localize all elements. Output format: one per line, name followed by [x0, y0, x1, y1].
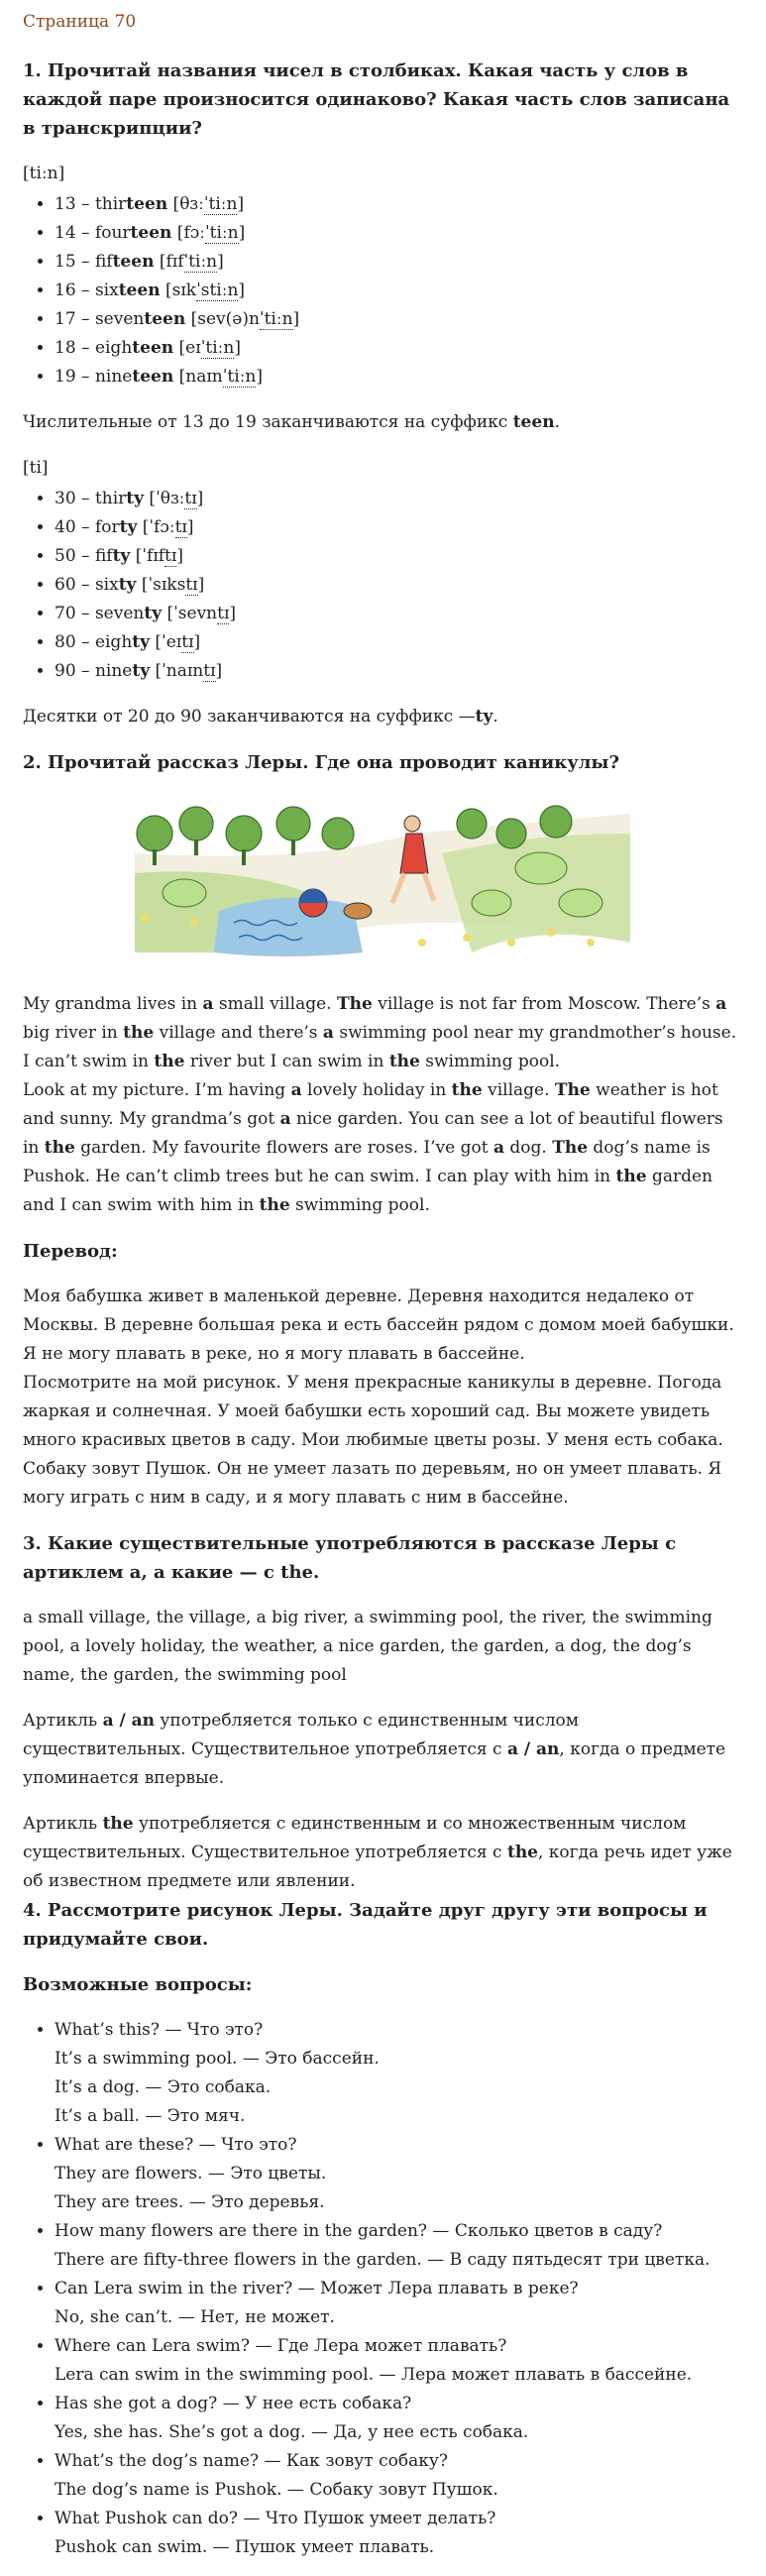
transcription: [ˈsevn: [162, 604, 218, 623]
transcription: ]: [229, 604, 237, 623]
article-bold: a / an: [506, 1739, 560, 1759]
teen-number-item: [55, 219, 744, 248]
text-run: dog.: [503, 1138, 553, 1158]
transcription-stress: tɪ: [181, 632, 194, 652]
number-word: 15 – fif: [55, 252, 113, 272]
number-word: 14 – four: [55, 223, 131, 243]
transcription: ]: [217, 252, 224, 272]
suffix-bold: ty: [144, 604, 163, 623]
number-word: 40 – for: [55, 517, 120, 537]
article-bold: a: [202, 994, 214, 1014]
ty-number-item: [55, 628, 744, 657]
transcription-stress: ˈtiːn: [200, 338, 235, 358]
suffix-bold: teen: [132, 338, 174, 358]
number-word: 50 – fif: [55, 546, 113, 566]
transcription: ]: [215, 661, 223, 681]
text-run: river but I can swim in: [184, 1052, 389, 1071]
text-run: lovely holiday in: [301, 1080, 452, 1100]
teen-number-item: [55, 305, 744, 334]
text-run: употребляется только с единственным числом существительных. Существительное употребляется с: [23, 1711, 580, 1759]
girl-head: [404, 816, 420, 832]
ty-number-item: [55, 542, 744, 571]
suffix-bold: ty: [132, 632, 151, 652]
text-run: weather is hot and sunny. My grandma’s got: [23, 1080, 718, 1129]
answer-text: No, she can’t. — Нет, не может.: [55, 2307, 335, 2327]
answer-text: It’s a dog. — Это собака.: [55, 2077, 272, 2097]
transcription: [eɪ: [173, 338, 201, 358]
article-bold: a: [715, 994, 727, 1014]
transcription-stress: ˈtiːn: [204, 223, 239, 243]
text-run: swimming pool.: [419, 1052, 561, 1071]
answer-text: It’s a ball. — Это мяч.: [55, 2106, 246, 2126]
suffix-bold: ty: [126, 489, 145, 508]
article-bold: the: [259, 1195, 290, 1215]
dog: [344, 903, 372, 919]
text-run: My grandma lives in: [23, 994, 203, 1014]
article-bold: a / an: [102, 1711, 156, 1731]
suffix-bold: teen: [144, 309, 186, 329]
text-run: nice garden. You can see a lot of beautiful flowers in: [23, 1109, 723, 1158]
teen-number-item: [55, 248, 744, 277]
transcription: [ˈθɜː: [144, 489, 185, 508]
article-bold: the: [615, 1167, 647, 1186]
transcription: [fɔː: [171, 223, 205, 243]
question-text: What are these? — Что это?: [55, 2135, 297, 2155]
possible-questions-title: Возможные вопросы:: [23, 1974, 253, 1995]
text-run: big river in: [23, 1023, 124, 1043]
ty-number-item: [55, 657, 744, 686]
note-text: .: [554, 412, 560, 432]
text-run: garden and I can swim with him in: [23, 1167, 713, 1215]
article-bold: The: [552, 1138, 589, 1158]
answer-text: There are fifty-three flowers in the garden. — В саду пятьдесят три цветка.: [55, 2250, 711, 2270]
page-header: Страница 70: [23, 12, 137, 32]
suffix-bold: teen: [118, 280, 161, 300]
transcription: ]: [256, 367, 263, 387]
question-item: [55, 2332, 744, 2390]
text-run: , когда речь идет уже об известном предмете или явлении.: [23, 1843, 732, 1891]
transcription: [ˈfɪf: [130, 546, 165, 566]
transcription: [ˈeɪ: [150, 632, 182, 652]
transcription: ]: [292, 309, 300, 329]
article-bold: the: [123, 1023, 155, 1043]
exercise-2-title: 2. Прочитай рассказ Леры. Где она проводит каникулы?: [23, 752, 620, 773]
article-bold: a: [322, 1023, 334, 1043]
ty-suffix-note: [23, 703, 744, 731]
answer-text: The dog’s name is Pushok. — Собаку зовут Пушок.: [55, 2480, 498, 2500]
teen-number-item: [55, 363, 744, 392]
number-word: 90 – nine: [55, 661, 133, 681]
article-bold: a: [492, 1138, 504, 1158]
number-word: 60 – six: [55, 575, 119, 595]
article-bold: a: [279, 1109, 291, 1129]
text-run: swimming pool.: [289, 1195, 430, 1215]
transcription: ]: [196, 489, 204, 508]
note-text: .: [492, 707, 498, 727]
answer-text: Yes, she has. She’s got a dog. — Да, у нее есть собака.: [55, 2422, 529, 2442]
teen-number-item: [55, 190, 744, 219]
question-text: Can Lera swim in the river? — Может Лера плавать в реке?: [55, 2279, 579, 2298]
rule-the: [23, 1810, 744, 1896]
text-run: village.: [482, 1080, 555, 1100]
translation-paragraph-2: Посмотрите на мой рисунок. У меня прекрасные каникулы в деревне. Погода жаркая и солнечная. У моей бабушки есть хороший сад. Вы можете увидеть много красивых цветов в саду. Мои любимые цветы розы. У меня есть собака. Собаку зовут Пушок. Он не умеет лазать по деревьям, но он умеет плавать. Я могу играть с ним в саду, и я могу плавать с ним в бассейне.: [23, 1373, 723, 1508]
number-word: 17 – seven: [55, 309, 145, 329]
transcription-stress: tɪ: [184, 489, 197, 508]
text-run: village and there’s: [154, 1023, 323, 1043]
ty-numbers-list: [23, 485, 744, 686]
transcription: [ˈsɪks: [136, 575, 186, 595]
pool-water: [214, 898, 363, 956]
transcription-stress: tɪ: [185, 575, 198, 595]
suffix-bold: ty: [132, 661, 151, 681]
question-text: Has she got a dog? — У нее есть собака?: [55, 2394, 412, 2413]
transcription: ]: [186, 517, 194, 537]
question-item: [55, 2275, 744, 2332]
number-word: 16 – six: [55, 280, 119, 300]
transcription-stress: tɪ: [174, 517, 187, 537]
article-bold: the: [44, 1138, 75, 1158]
transcription-stress: ˈtiːn: [259, 309, 293, 329]
suffix-bold: ty: [119, 517, 138, 537]
story-paragraph-1: [23, 990, 744, 1076]
article-bold: The: [337, 994, 373, 1014]
article-bold: a: [290, 1080, 302, 1100]
article-bold: the: [451, 1080, 483, 1100]
number-word: 80 – eigh: [55, 632, 133, 652]
number-word: 13 – thir: [55, 194, 127, 214]
note-text: Десятки от 20 до 90 заканчиваются на суффикс —: [23, 707, 476, 727]
answer-text: Pushok can swim. — Пушок умеет плавать.: [55, 2537, 435, 2557]
article-bold: The: [554, 1080, 591, 1100]
transcription: [naɪn: [173, 367, 223, 387]
transcription-stress: ˈstiːn: [196, 280, 239, 300]
ty-transcription-label: [ti]: [23, 458, 49, 478]
answer-text: They are flowers. — Это цветы.: [55, 2164, 327, 2184]
questions-list: [23, 2016, 744, 2562]
question-item: [55, 2131, 744, 2217]
rule-a-an: [23, 1707, 744, 1793]
transcription: ]: [197, 575, 205, 595]
transcription: ]: [176, 546, 183, 566]
transcription: ]: [238, 223, 246, 243]
question-item: [55, 2016, 744, 2131]
question-item: [55, 2505, 744, 2562]
number-word: 70 – seven: [55, 604, 145, 623]
transcription: ]: [238, 280, 246, 300]
lera-garden-illustration: [115, 794, 630, 962]
teen-number-item: [55, 277, 744, 305]
question-item: [55, 2447, 744, 2505]
article-nouns-list: a small village, the village, a big river, a swimming pool, the river, the swimming pool, a lovely holiday, the weather, a nice garden, the garden, a dog, the dog’s name, the garden, the swimming pool: [23, 1608, 712, 1685]
article-bold: the: [102, 1814, 134, 1834]
translation-paragraph-1: Моя бабушка живет в маленькой деревне. Деревня находится недалеко от Москвы. В деревне большая река и есть бассейн рядом с домом моей бабушки. Я не могу плавать в реке, но я могу плавать в бассейне.: [23, 1287, 734, 1364]
teen-transcription-label: [tiːn]: [23, 164, 65, 183]
transcription-stress: tɪ: [217, 604, 230, 623]
transcription: [fɪf: [154, 252, 184, 272]
ty-number-item: [55, 571, 744, 600]
article-bold: the: [506, 1843, 538, 1862]
transcription-stress: tɪ: [203, 661, 216, 681]
story-paragraph-2: [23, 1076, 744, 1220]
text-run: Артикль: [23, 1711, 103, 1731]
teen-number-item: [55, 334, 744, 363]
suffix-bold: teen: [126, 194, 168, 214]
transcription-stress: ˈtiːn: [222, 367, 257, 387]
transcription: ]: [234, 338, 241, 358]
transcription: [sev(ə)n: [185, 309, 260, 329]
ty-number-item: [55, 485, 744, 513]
answer-text: They are trees. — Это деревья.: [55, 2192, 325, 2212]
text-run: dog’s name is Pushok. He can’t climb trees but he can swim. I can play with him in: [23, 1138, 711, 1186]
text-run: village is not far from Moscow. There’s: [372, 994, 716, 1014]
suffix-bold: teen: [130, 223, 172, 243]
number-word: 30 – thir: [55, 489, 127, 508]
transcription-stress: tɪ: [164, 546, 177, 566]
transcription: ]: [237, 194, 245, 214]
note-text: Числительные от 13 до 19 заканчиваются на суффикс: [23, 412, 513, 432]
question-item: [55, 2390, 744, 2447]
transcription-stress: ˈtiːn: [183, 252, 218, 272]
text-run: употребляется с единственным и со множественным числом существительных. Существительное употребляется с: [23, 1814, 687, 1862]
ty-number-item: [55, 513, 744, 542]
transcription: [ˈfɔː: [137, 517, 175, 537]
question-text: How many flowers are there in the garden? — Сколько цветов в саду?: [55, 2221, 663, 2241]
question-text: Where can Lera swim? — Где Лера может плавать?: [55, 2336, 507, 2356]
transcription: ]: [193, 632, 201, 652]
number-word: 19 – nine: [55, 367, 133, 387]
transcription: [ˈnaɪn: [150, 661, 204, 681]
suffix-bold: teen: [132, 367, 174, 387]
text-run: , когда о предмете упоминается впервые.: [23, 1739, 726, 1788]
suffix-bold: ty: [475, 707, 493, 727]
exercise-3-title: 3. Какие существительные употребляются в рассказе Леры с артиклем a, а какие — с the.: [23, 1533, 677, 1583]
suffix-bold: teen: [112, 252, 155, 272]
teen-numbers-list: [23, 190, 744, 392]
question-item: [55, 2217, 744, 2275]
translation-title: Перевод:: [23, 1241, 118, 1262]
transcription: [θɜː: [167, 194, 204, 214]
text-run: Look at my picture. I’m having: [23, 1080, 291, 1100]
question-text: What Pushok can do? — Что Пушок умеет делать?: [55, 2509, 496, 2528]
grass-right: [442, 834, 630, 952]
teen-suffix-note: [23, 408, 744, 437]
text-run: garden. My favourite flowers are roses. I’ve got: [74, 1138, 493, 1158]
ty-number-item: [55, 600, 744, 628]
exercise-4-title: 4. Рассмотрите рисунок Леры. Задайте друг другу эти вопросы и придумайте свои.: [23, 1900, 708, 1950]
question-text: What’s this? — Что это?: [55, 2020, 264, 2040]
text-run: small village.: [213, 994, 337, 1014]
suffix-bold: teen: [512, 412, 555, 432]
text-run: Артикль: [23, 1814, 103, 1834]
answer-text: Lera can swim in the swimming pool. — Лера может плавать в бассейне.: [55, 2365, 693, 2385]
transcription: [sɪk: [160, 280, 197, 300]
suffix-bold: ty: [118, 575, 137, 595]
article-bold: the: [388, 1052, 420, 1071]
transcription-stress: ˈtiːn: [203, 194, 238, 214]
suffix-bold: ty: [112, 546, 131, 566]
exercise-1-title: 1. Прочитай названия чисел в столбиках. Какая часть у слов в каждой паре произносится одинаково? Какая часть слов записана в транскрипции?: [23, 60, 730, 139]
article-bold: the: [154, 1052, 185, 1071]
question-text: What’s the dog’s name? — Как зовут собаку?: [55, 2451, 448, 2471]
answer-text: It’s a swimming pool. — Это бассейн.: [55, 2049, 380, 2069]
trees: [137, 806, 572, 851]
text-run: swimming pool near my grandmother’s house. I can’t swim in: [23, 1023, 737, 1071]
number-word: 18 – eigh: [55, 338, 133, 358]
